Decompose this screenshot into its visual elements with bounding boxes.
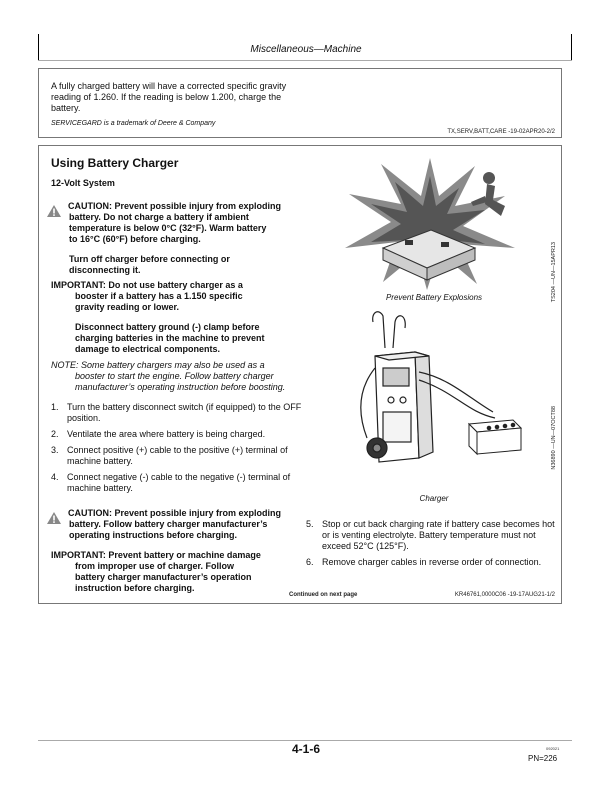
caution-2-line: CAUTION: Prevent possible injury from exploding — [68, 508, 282, 518]
pn-number: PN=226 — [528, 754, 558, 763]
list-item — [51, 445, 309, 467]
page-number: 4-1-6 — [291, 742, 320, 756]
important-block-2 — [51, 550, 311, 594]
figure-caption: Prevent Battery Explosions — [385, 293, 483, 302]
note-line: manufacturer’s operating instruction before boosting. — [75, 382, 286, 392]
caution-block-1 — [68, 201, 308, 276]
caution-1-line: CAUTION: Prevent possible injury from exploding — [68, 201, 282, 211]
battery-explosion-illustration — [335, 156, 525, 294]
steps-list-right — [306, 519, 556, 573]
battery-care-box — [38, 68, 562, 138]
list-item — [51, 402, 309, 424]
step-text: Remove charger cables in reverse order of connection. — [322, 557, 542, 567]
ref-code: KR46761,0000C06 -19-17AUG21-1/2 — [454, 592, 555, 598]
figure-caption: Charger — [419, 494, 449, 503]
step-number: 2. — [51, 429, 59, 439]
subheading: 12-Volt System — [51, 178, 115, 188]
charger-illustration — [339, 308, 529, 488]
step-text: Connect negative (-) cable to the negative (-) terminal of machine battery. — [67, 472, 291, 493]
important-1-line: IMPORTANT: Do not use battery charger as a — [51, 280, 243, 290]
step-text: Connect positive (+) cable to the positive (+) terminal of machine battery. — [67, 445, 288, 466]
figure-code: N36890 —UN—07OCT88 — [551, 406, 557, 470]
caution-block-2 — [68, 508, 313, 541]
step-number: 6. — [306, 557, 314, 567]
important-1-extra: charging batteries in the machine to prevent — [75, 333, 265, 343]
caution-1-line: battery. Do not charge a battery if ambient — [69, 212, 249, 222]
step-text: Stop or cut back charging rate if battery case becomes hot or is venting electrolyte. Battery temperature must not exceed 52°C (125°F). — [322, 519, 555, 551]
note-block — [51, 360, 311, 393]
important-2-line: from improper use of charger. Follow — [75, 561, 235, 571]
list-item — [51, 472, 309, 494]
important-2-line: IMPORTANT: Prevent battery or machine damage — [51, 550, 261, 560]
battery-charger-section — [38, 145, 562, 604]
list-item — [306, 519, 556, 552]
note-line: booster to start the engine. Follow battery charger — [75, 371, 274, 381]
step-text: Ventilate the area where battery is being charged. — [67, 429, 266, 439]
important-block-1 — [51, 280, 311, 355]
steps-list-left — [51, 402, 309, 499]
important-2-line: instruction before charging. — [75, 583, 195, 593]
note-line: NOTE: Some battery chargers may also be used as a — [51, 360, 265, 370]
section-title: Miscellaneous—Machine — [250, 44, 362, 55]
caution-2-line: battery. Follow battery charger manufacturer’s — [69, 519, 268, 529]
important-1-line: gravity reading or lower. — [75, 302, 180, 312]
step-number: 1. — [51, 402, 59, 412]
caution-1-extra: Turn off charger before connecting or — [69, 254, 230, 264]
continued-note: Continued on next page — [289, 592, 358, 598]
ref-code: TX,SERV,BATT,CARE -19-02APR20-2/2 — [447, 129, 555, 135]
step-number: 4. — [51, 472, 59, 482]
caution-1-line: to 16°C (60°F) before charging. — [69, 234, 201, 244]
footer-code: 092021 — [546, 746, 560, 751]
important-1-extra: damage to electrical components. — [75, 344, 221, 354]
section-heading: Using Battery Charger — [51, 156, 179, 170]
caution-2-line: operating instructions before charging. — [69, 530, 238, 540]
step-number: 3. — [51, 445, 59, 455]
caution-1-line: temperature is below 0°C (32°F). Warm battery — [69, 223, 267, 233]
charged-battery-icon — [469, 420, 521, 454]
important-1-line: booster if a battery has a 1.150 specific — [75, 291, 243, 301]
list-item — [306, 557, 556, 568]
step-text: Turn the battery disconnect switch (if equipped) to the OFF position. — [67, 402, 302, 423]
warning-triangle-icon — [47, 205, 61, 217]
important-1-extra: Disconnect battery ground (-) clamp before — [75, 322, 260, 332]
important-2-line: battery charger manufacturer’s operation — [75, 572, 252, 582]
figure-code: TS204 —UN—15APR13 — [551, 242, 557, 303]
step-number: 5. — [306, 519, 314, 529]
warning-triangle-icon — [47, 512, 61, 524]
caution-1-extra: disconnecting it. — [69, 265, 141, 275]
trademark-note: SERVICEGARD is a trademark of Deere & Company — [51, 120, 216, 127]
gravity-text: A fully charged battery will have a corrected specific gravity reading of 1.260. If the reading is below 1.200, charge the battery. — [51, 81, 287, 113]
list-item — [51, 429, 309, 440]
